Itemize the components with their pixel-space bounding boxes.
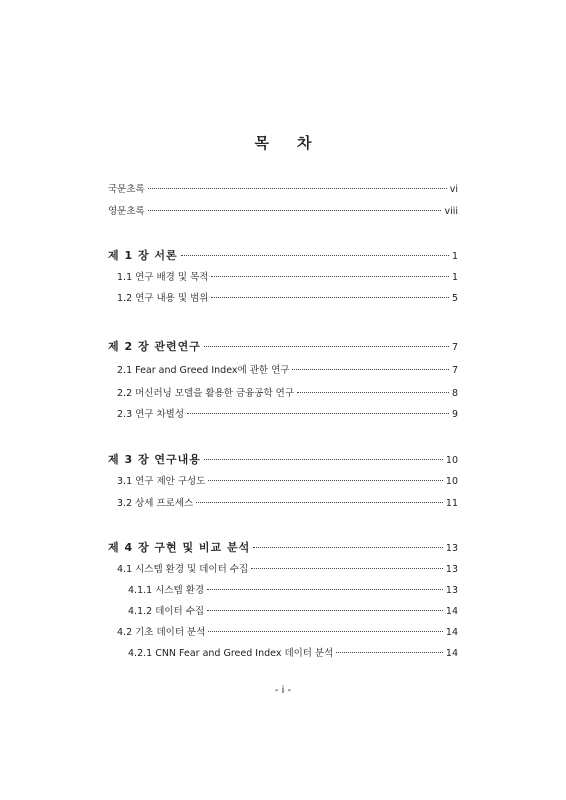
toc-entry-1-2[interactable] [117,293,458,305]
toc-label: 4.2.1 CNN Fear and Greed Index 데이터 분석 [128,648,334,659]
title-char-1: 목 [254,134,269,152]
toc-label: 3.2 상세 프로세스 [117,498,194,509]
toc-label: 1.1 연구 배경 및 목적 [117,272,209,283]
toc-page: 14 [445,648,458,659]
toc-leader [204,346,449,347]
toc-entry-chapter-2[interactable] [108,340,458,355]
toc-leader [208,480,442,481]
toc-leader [211,297,449,298]
toc-entry-1-1[interactable] [117,272,458,284]
toc-label: 국문초록 [108,184,145,195]
toc-page: vi [449,184,458,195]
toc-page: 9 [451,409,458,420]
toc-label: 제 1 장 서론 [108,249,178,262]
toc-page: 10 [445,476,458,487]
toc-leader [207,589,443,590]
toc-label: 4.1 시스템 환경 및 데이터 수집 [117,564,249,575]
toc-label: 2.2 머신러닝 모델을 활용한 금융공학 연구 [117,388,295,399]
toc-label: 1.2 연구 내용 및 범위 [117,293,209,304]
toc-label: 4.2 기초 데이터 분석 [117,627,206,638]
toc-entry-3-2[interactable] [117,498,458,510]
toc-leader [336,652,443,653]
toc-page: 13 [445,585,458,596]
toc-entry-4-1-2[interactable] [128,606,458,618]
toc-leader [297,392,449,393]
toc-label: 4.1.2 데이터 수집 [128,606,205,617]
toc-page: 13 [445,564,458,575]
toc-leader [211,276,449,277]
toc-page: 8 [451,388,458,399]
toc-page: 10 [445,455,458,466]
page-title [0,132,566,153]
toc-page: 11 [445,498,458,509]
toc-label: 2.1 Fear and Greed Index에 관한 연구 [117,365,290,376]
toc-entry-2-2[interactable] [117,388,458,400]
toc-entry-4-1[interactable] [117,564,458,576]
toc-leader [181,255,449,256]
page-number-footer: - i - [274,685,292,696]
toc-leader [292,369,449,370]
toc-page: 1 [451,251,458,262]
toc-entry-chapter-4[interactable] [108,541,458,556]
title-char-2: 차 [297,134,312,152]
toc-leader [251,568,443,569]
toc-entry-2-1[interactable] [117,365,458,377]
toc-leader [148,210,442,211]
toc-leader [208,631,442,632]
toc-entry-korean-abstract[interactable] [108,184,458,196]
toc-entry-chapter-3[interactable] [108,453,458,468]
toc-entry-4-2[interactable] [117,627,458,639]
toc-page: 7 [451,365,458,376]
toc-entry-chapter-1[interactable] [108,249,458,264]
toc-label: 제 2 장 관련연구 [108,340,201,353]
toc-label: 3.1 연구 제안 구성도 [117,476,206,487]
toc-leader [196,502,443,503]
toc-page: 13 [445,543,458,554]
toc-leader [207,610,443,611]
toc-label: 4.1.1 시스템 환경 [128,585,205,596]
toc-entry-english-abstract[interactable] [108,206,458,218]
toc-label: 제 3 장 연구내용 [108,453,201,466]
toc-entry-2-3[interactable] [117,409,458,421]
toc-page: 5 [451,293,458,304]
toc-page: viii [444,206,458,217]
toc-entry-3-1[interactable] [117,476,458,488]
toc-label: 영문초록 [108,206,145,217]
toc-leader [148,188,447,189]
toc-entry-4-1-1[interactable] [128,585,458,597]
toc-leader [187,413,449,414]
toc-leader [253,547,443,548]
toc-label: 2.3 연구 차별성 [117,409,185,420]
toc-leader [204,459,443,460]
toc-page: 14 [445,606,458,617]
toc-page: 14 [445,627,458,638]
toc-page: 1 [451,272,458,283]
toc-label: 제 4 장 구현 및 비교 분석 [108,541,251,554]
toc-page: 7 [451,342,458,353]
toc-entry-4-2-1[interactable] [128,648,458,660]
